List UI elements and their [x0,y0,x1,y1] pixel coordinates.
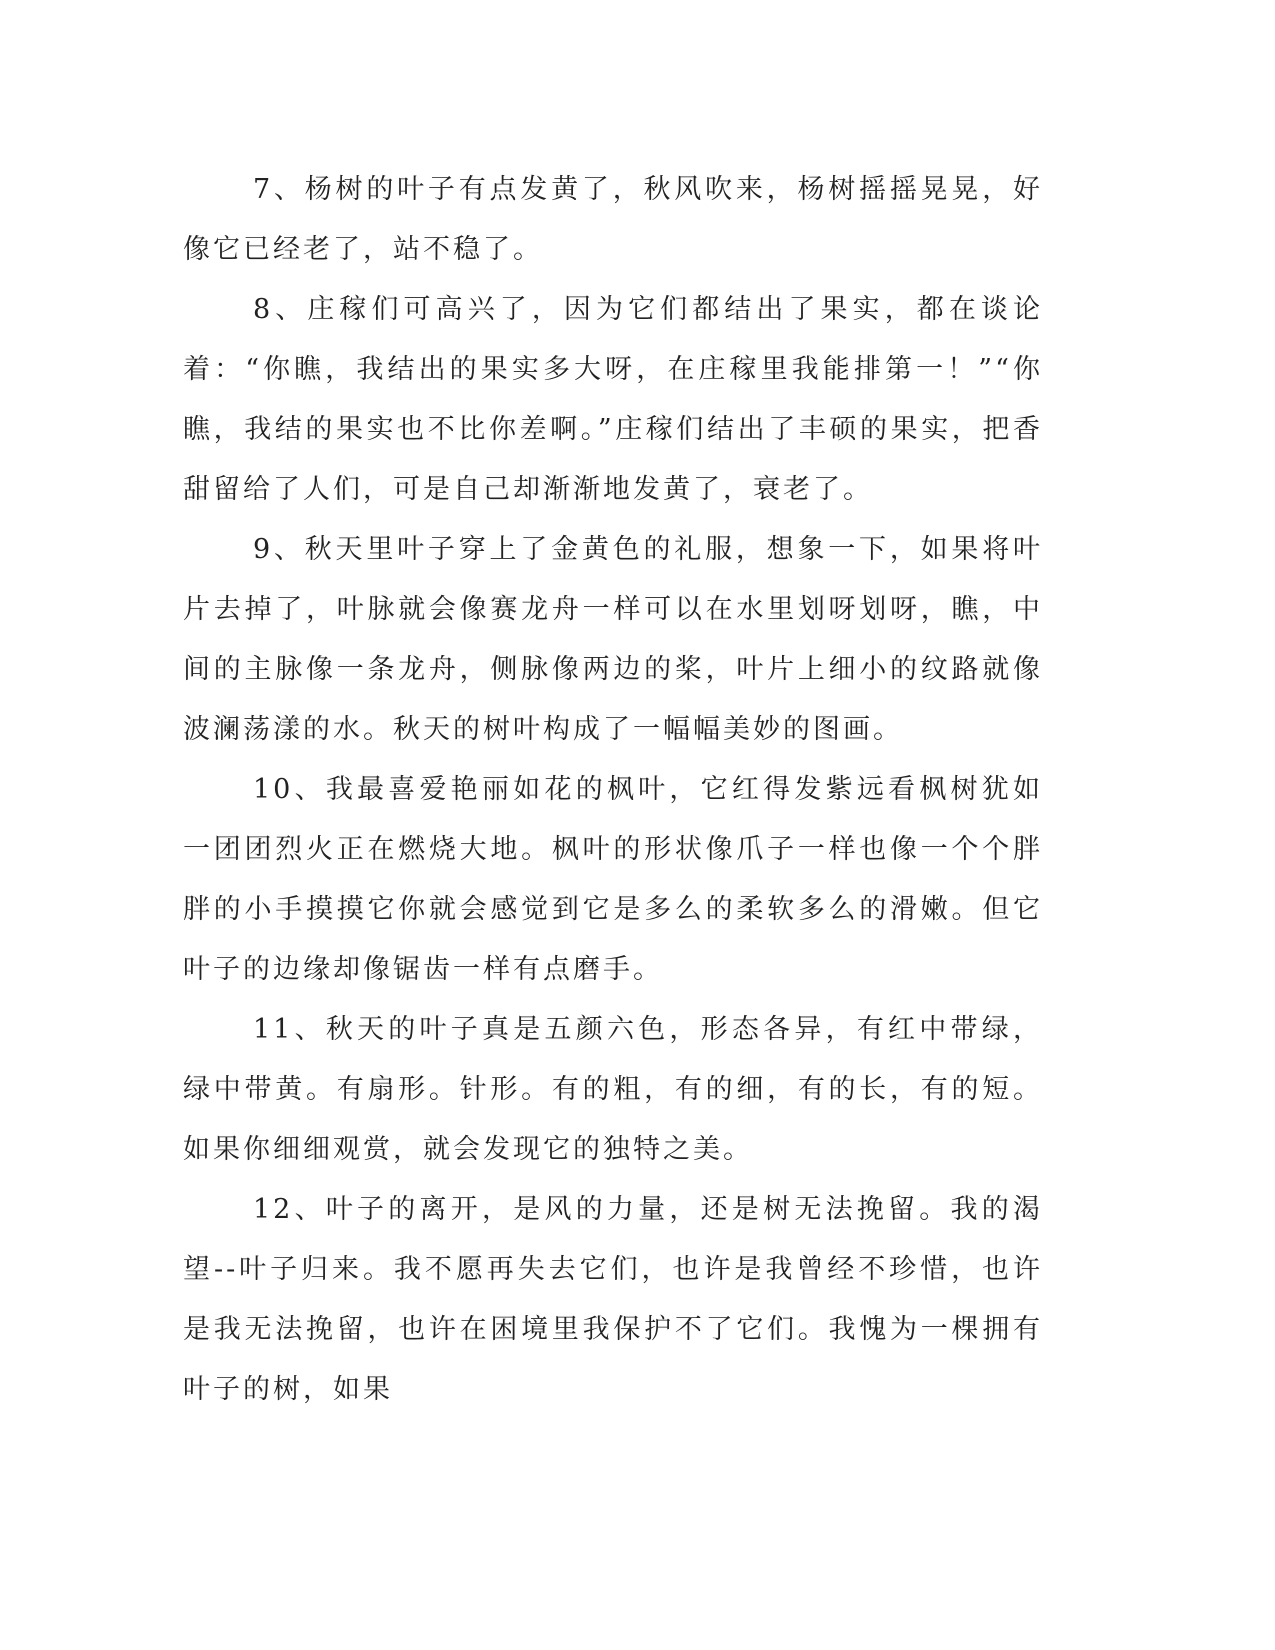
document-body [183,160,1043,1420]
paragraph-12: 12、叶子的离开，是风的力量，还是树无法挽留。我的渴望--叶子归来。我不愿再失去它们，也许是我曾经不珍惜，也许是我无法挽留，也许在困境里我保护不了它们。我愧为一棵拥有叶子的树，如果 [183,1194,1043,1405]
paragraph-7: 7、杨树的叶子有点发黄了，秋风吹来，杨树摇摇晃晃，好像它已经老了，站不稳了。 [183,174,1043,265]
paragraph-8: 8、庄稼们可高兴了，因为它们都结出了果实，都在谈论着：“你瞧，我结出的果实多大呀，在庄稼里我能排第一！”“你瞧，我结的果实也不比你差啊。”庄稼们结出了丰硕的果实，把香甜留给了人们，可是自己却渐渐地发黄了，衰老了。 [183,294,1043,505]
paragraph-9: 9、秋天里叶子穿上了金黄色的礼服，想象一下，如果将叶片去掉了，叶脉就会像赛龙舟一样可以在水里划呀划呀，瞧，中间的主脉像一条龙舟，侧脉像两边的桨，叶片上细小的纹路就像波澜荡漾的水。秋天的树叶构成了一幅幅美妙的图画。 [183,534,1043,745]
paragraph-11: 11、秋天的叶子真是五颜六色，形态各异，有红中带绿，绿中带黄。有扇形。针形。有的粗，有的细，有的长，有的短。如果你细细观赏，就会发现它的独特之美。 [183,1014,1043,1165]
paragraph-10: 10、我最喜爱艳丽如花的枫叶，它红得发紫远看枫树犹如一团团烈火正在燃烧大地。枫叶的形状像爪子一样也像一个个胖胖的小手摸摸它你就会感觉到它是多么的柔软多么的滑嫩。但它叶子的边缘却像锯齿一样有点磨手。 [183,774,1043,985]
